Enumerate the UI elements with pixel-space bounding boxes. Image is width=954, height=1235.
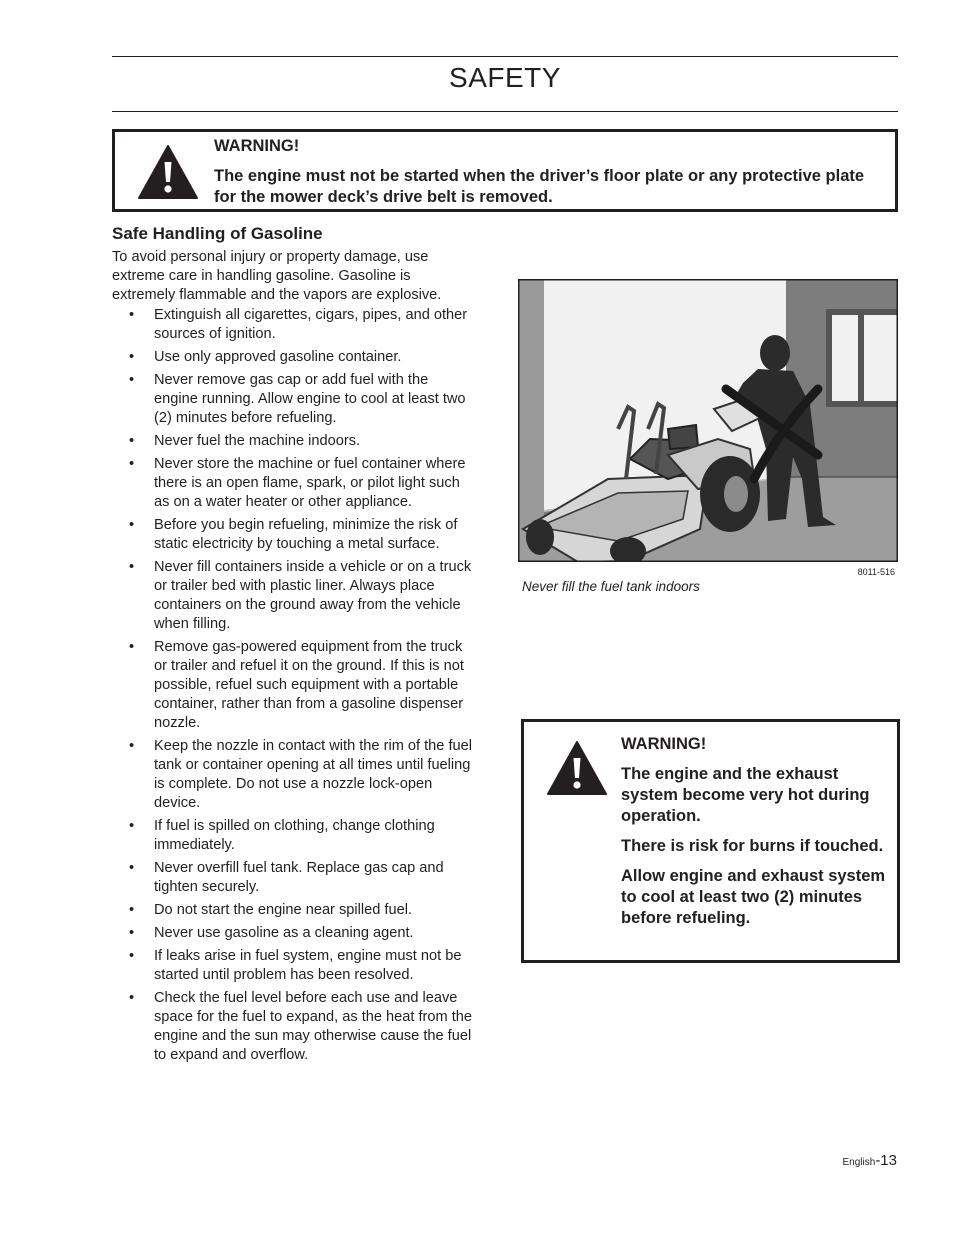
bullet-icon: • [129, 307, 135, 323]
figure-caption: Never fill the fuel tank indoors [522, 579, 700, 594]
gasoline-bullet-list [112, 306, 474, 1069]
list-item: • Never use gasoline as a cleaning agent. [129, 925, 414, 941]
bullet-icon: • [129, 948, 135, 964]
list-item: • If fuel is spilled on clothing, change clothing immediately. [129, 818, 435, 853]
list-item: • Never overfill fuel tank. Replace gas cap and tighten securely. [129, 860, 444, 895]
list-item: • Extinguish all cigarettes, cigars, pipes, and other sources of ignition. [129, 307, 468, 342]
bullet-icon: • [129, 372, 135, 388]
warning-hot-engine-text [621, 734, 891, 929]
bullet-icon: • [129, 433, 135, 449]
list-item: • Never fuel the machine indoors. [129, 433, 361, 449]
page-number-value: -13 [875, 1152, 897, 1169]
warning-triangle-icon [137, 144, 199, 200]
warning-top-text [214, 136, 874, 208]
bullet-icon: • [129, 349, 135, 365]
warning-box-top [112, 129, 898, 212]
list-item: • Before you begin refueling, minimize the risk of static electricity by touching a metal surface. [129, 517, 458, 552]
list-item: • Use only approved gasoline container. [129, 349, 402, 365]
gasoline-intro: To avoid personal injury or property damage, use extreme care in handling gasoline. Gasoline is extremely flammable and the vapors are explosive. [112, 249, 442, 303]
bullet-icon: • [129, 738, 135, 754]
page-number [843, 1152, 898, 1169]
page-language: English [842, 1157, 876, 1168]
warning-hot-engine-heading: WARNING! [621, 735, 707, 753]
list-item: • Remove gas-powered equipment from the truck or trailer and refuel it on the ground. If this is not possible, refuel such equipment with a portable container, rather than from a gasoline dispenser nozzle. [129, 639, 464, 731]
figure-refuel-indoors-illustration [518, 279, 898, 562]
warning-top-heading: WARNING! [214, 137, 300, 155]
warning-top-body: The engine must not be started when the driver’s floor plate or any protective plate for the mower deck’s drive belt is removed. [214, 167, 865, 206]
bullet-icon: • [129, 860, 135, 876]
page-title: SAFETY [449, 62, 561, 93]
list-item: • Check the fuel level before each use and leave space for the fuel to expand, as the heat from the engine and the sun may otherwise cause the fuel to expand and overflow. [129, 990, 473, 1063]
list-item: • Never store the machine or fuel container where there is an open flame, spark, or pilot light such as on a water heater or other appliance. [129, 456, 466, 510]
warning-hot-engine-para3: Allow engine and exhaust system to cool at least two (2) minutes before refueling. [621, 867, 886, 927]
header-top-rule [112, 56, 898, 57]
list-item: • Never fill containers inside a vehicle or on a truck or trailer bed with plastic liner. Always place containers on the ground away from the vehicle when filling. [129, 559, 472, 632]
bullet-icon: • [129, 990, 135, 1006]
warning-hot-engine-para1: The engine and the exhaust system become very hot during operation. [621, 765, 870, 825]
warning-triangle-icon [546, 740, 608, 796]
list-item: • If leaks arise in fuel system, engine must not be started until problem has been resolved. [129, 948, 462, 983]
section-heading-gasoline: Safe Handling of Gasoline [112, 224, 323, 243]
bullet-icon: • [129, 456, 135, 472]
figure-code: 8011-516 [857, 567, 895, 577]
header-bottom-rule [112, 111, 898, 112]
bullet-icon: • [129, 517, 135, 533]
bullet-icon: • [129, 559, 135, 575]
warning-hot-engine-para2: There is risk for burns if touched. [621, 837, 884, 855]
bullet-icon: • [129, 902, 135, 918]
warning-box-hot-engine [521, 719, 900, 963]
bullet-icon: • [129, 639, 135, 655]
bullet-icon: • [129, 925, 135, 941]
list-item: • Never remove gas cap or add fuel with the engine running. Allow engine to cool at least two (2) minutes before refueling. [129, 372, 466, 426]
list-item: • Do not start the engine near spilled fuel. [129, 902, 412, 918]
list-item: • Keep the nozzle in contact with the rim of the fuel tank or container opening at all times until fueling is complete. Do not use a nozzle lock-open device. [129, 738, 472, 811]
bullet-icon: • [129, 818, 135, 834]
